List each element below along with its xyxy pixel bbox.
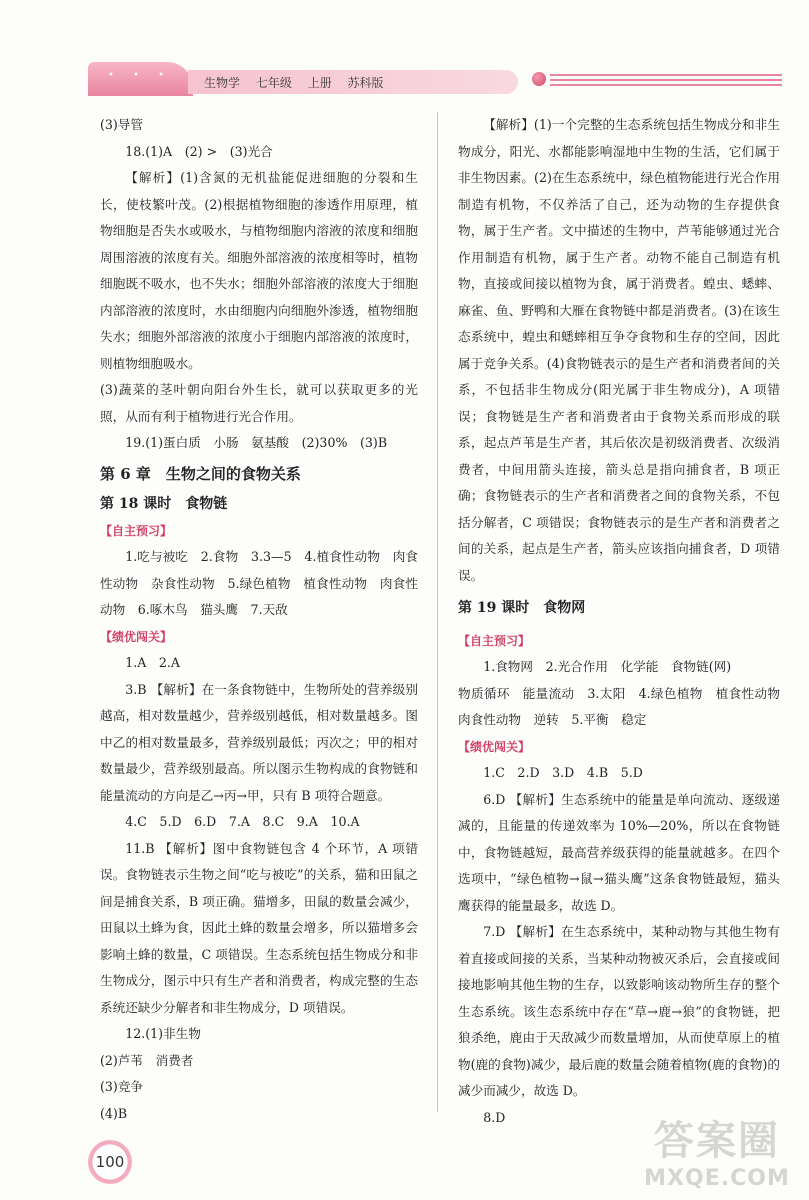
- preview-answers: 1.吃与被吃 2.食物 3.3—5 4.植食性动物 肉食性动物 杂食性动物 5.绿色植物 植食性动物 肉食性动物 6.啄木鸟 猫头鹰 7.天敌: [100, 549, 418, 617]
- column-divider: [437, 112, 438, 1112]
- header-dot-icon: [532, 72, 546, 86]
- answer-19-8: 8.D: [483, 1109, 506, 1125]
- answer-12-3: (3)竞争: [100, 1079, 144, 1094]
- header-grade: 七年级: [255, 76, 292, 90]
- answer-19-1-5: 1.C 2.D 3.D 4.B 5.D: [483, 765, 643, 780]
- analysis-18-3: (3)蔬菜的茎叶朝向阳台外生长，就可以获取更多的光照，从而有利于植物进行光合作用。: [100, 382, 418, 424]
- lesson-19-title: 第 19 课时 食物网: [458, 600, 586, 616]
- header-dots-icon: • • •: [108, 70, 173, 81]
- page-number: 100: [88, 1140, 132, 1184]
- answer-line: (3)导管: [100, 117, 144, 132]
- section-tag-challenge: 【绩优闯关】: [100, 629, 173, 644]
- analysis-18: 【解析】(1)含氮的无机盐能促进细胞的分裂和生长，使枝繁叶茂。(2)根据植物细胞的渗透作用原理，植物细胞是否失水或吸水，与植物细胞内溶液的浓度和细胞周围溶液的浓度有关。细胞外部溶液的浓度相等时，植物细胞既不吸水，也不失水；细胞外部溶液的浓度大于细胞内部溶液的浓度时，水由细胞内向细胞外渗透，植物细胞失水；细胞外部溶液的浓度小于细胞内部溶液的浓度时，则植物细胞吸水。: [100, 170, 418, 371]
- answer-18: 18.(1)A (2) > (3)光合: [125, 143, 273, 159]
- section-tag-preview-19: 【自主预习】: [458, 633, 531, 648]
- watermark-logo: [632, 1116, 802, 1196]
- preview-19-2: 物质循环 能量流动 3.太阳 4.绿色植物 植食性动物 肉食性动物 逆转 5.平衡 稳定: [458, 685, 793, 727]
- header-volume: 上册: [307, 76, 332, 90]
- header-lines: [550, 74, 782, 89]
- header-subject: 生物学: [204, 76, 241, 90]
- analysis-12: 【解析】(1)一个完整的生态系统包括生物成分和非生物成分，阳光、水都能影响湿地中生物的生活，它们属于非生物因素。(2)在生态系统中，绿色植物能进行光合作用制造有机物，不仅养活了自己，还为动物的生存提供食物，属于生产者。文中描述的生物中，芦苇能够通过光合作用制造有机物，属于生产者。动物不能自己制造有机物，直接或间接以植物为食，属于消费者。蝗虫、蟋蟀、麻雀、鱼、野鸭和大雁在食物链中都是消费者。(3)在该生态系统中，蝗虫和蟋蟀相互争夺食物和生存的空间，因此属于竞争关系。(4)食物链表示的是生产者和消费者间的关系，不包括非生物成分(阳光属于非生物成分)，A 项错误；食物链是生产者和消费者由于食物关系而形成的联系，起点芦苇是生产者，其后依次是初级消费者、次级消费者，中间用箭头连接，箭头总是指向捕食者，B 项正确；食物链表示的生产者和消费者之间的食物关系，不包括分解者，C 项错误；食物链表示的是生产者和消费者之间的关系，起点是生产者，箭头应该指向捕食者，D 项错误。: [458, 117, 780, 583]
- left-column: [100, 112, 418, 1127]
- answer-19-6: 6.D 【解析】生态系统中的能量是单向流动、逐级递减的，且能量的传递效率为 10%—20%，所以在食物链中，食物链越短，最高营养级获得的能量就越多。在四个选项中，“绿色植物→鼠→猫头鹰”这条食物链最短，猫头鹰获得的能量最多，故选 D。: [458, 791, 780, 913]
- answer-4-10: 4.C 5.D 6.D 7.A 8.C 9.A 10.A: [125, 814, 360, 829]
- section-tag-challenge-19: 【绩优闯关】: [458, 739, 531, 754]
- header-title: [204, 74, 396, 91]
- watermark-url: MXQE.COM: [644, 1166, 790, 1191]
- lesson-18-title: 第 18 课时 食物链: [100, 496, 228, 512]
- header-edition: 苏科版: [347, 76, 384, 90]
- answer-12-2: (2)芦苇 消费者: [100, 1052, 194, 1068]
- answer-11: 11.B 【解析】图中食物链包含 4 个环节，A 项错误。食物链表示生物之间“吃与被吃”的关系，猫和田鼠之间是捕食关系，B 项正确。猫增多，田鼠的数量会减少，田鼠以土蜂为食，因此土蜂的数量会增多，所以猫增多会影响土蜂的数量，C 项错误。生态系统包括生物成分和非生物成分，图示中只有生产者和消费者，构成完整的生态系统还缺少分解者和非生物成分，D 项错误。: [100, 840, 418, 1015]
- header-tab: [88, 62, 193, 96]
- section-tag-preview: 【自主预习】: [100, 523, 173, 538]
- answer-1-2: 1.A 2.A: [125, 655, 181, 670]
- answer-12-1: 12.(1)非生物: [125, 1026, 201, 1041]
- watermark-text: 答案圈: [654, 1118, 780, 1164]
- answer-19: 19.(1)蛋白质 小肠 氨基酸 (2)30% (3)B: [125, 435, 388, 450]
- answer-3: 3.B 【解析】在一条食物链中，生物所处的营养级别越高，相对数量越少，营养级别越低，相对数量越多。图中乙的相对数量最多，营养级别最低；丙次之；甲的相对数量最少，营养级别最高。所以图示生物构成的食物链和能量流动的方向是乙→丙→甲，只有 B 项符合题意。: [100, 681, 418, 803]
- page-header: [88, 62, 788, 96]
- answer-19-7: 7.D 【解析】在生态系统中，某种动物与其他生物有着直接或间接的关系，当某种动物被灭杀后，会直接或间接地影响其他生物的生存，以致影响该动物所生存的整个生态系统。该生态系统中存在“草→鹿→狼”的食物链，把狼杀绝，鹿由于天敌减少而数量增加，从而使草原上的植物(鹿的食物)减少，最后鹿的数量会随着植物(鹿的食物)的减少而减少，故选 D。: [458, 924, 780, 1098]
- preview-19-1: 1.食物网 2.光合作用 化学能 食物链(网): [483, 659, 732, 674]
- right-column: [458, 112, 793, 1131]
- chapter-title: 第 6 章 生物之间的食物关系: [100, 464, 301, 483]
- answer-12-4: (4)B: [100, 1105, 128, 1121]
